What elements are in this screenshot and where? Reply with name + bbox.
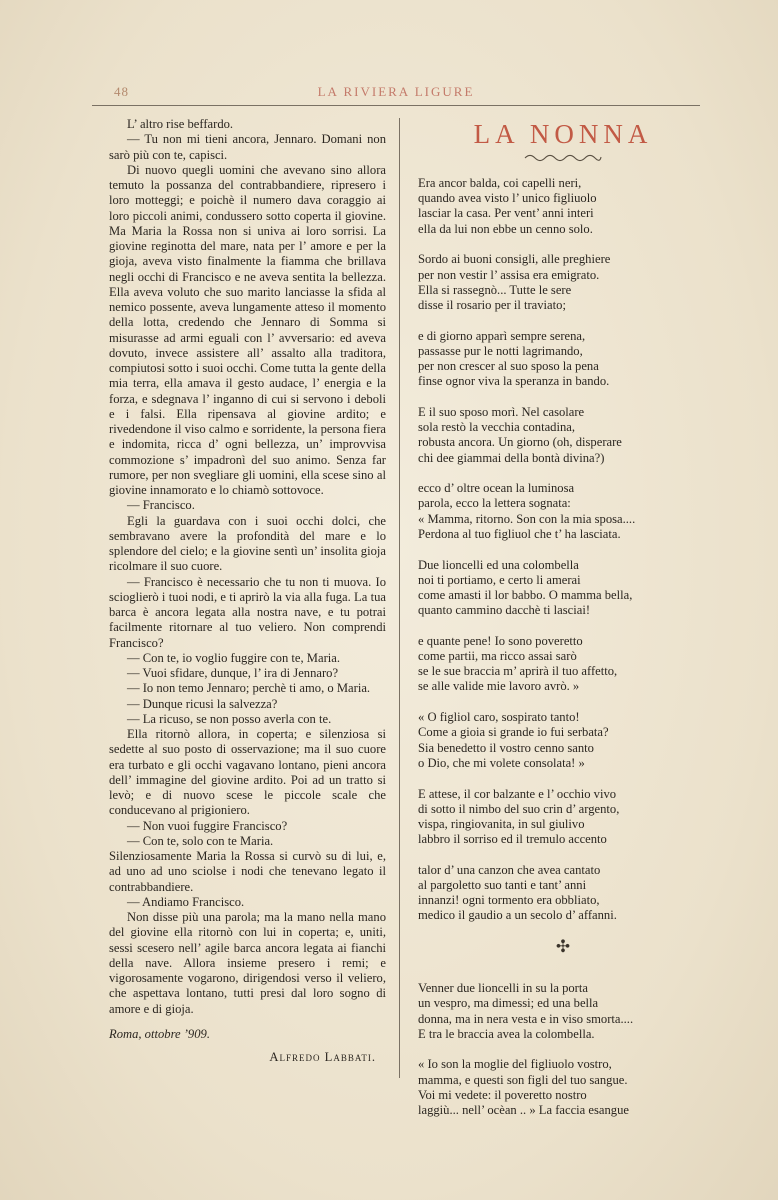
story-paragraph: — Dunque ricusi la salvezza? <box>127 696 278 711</box>
poem-stanza <box>418 981 708 1042</box>
poem-line: per non vestir l’ assisa era emigrato. <box>418 267 600 282</box>
poem-column <box>418 118 708 1134</box>
poem-line: E attese, il cor balzante e l’ occhio vivo <box>418 786 617 801</box>
story-paragraph: — Francisco è necessario che tu non ti muova. Io scioglierò i tuoi nodi, e ti aprirò la via alla fuga. La tua barca è ancora legata alla nostra nave, e tu potrai facilmente ritornare al tuo veliero. Non comprendi Francisco? <box>109 574 386 650</box>
poem-line: donna, ma in nera vesta e in viso smorta.... <box>418 1011 634 1026</box>
poem-stanza <box>418 405 708 466</box>
story-paragraph: Egli la guardava con i suoi occhi dolci, che sembravano avere la profondità del mare e lo splendore del cielo; e la giovine sentì un’ insolita gioja ricolmare il suo cuore. <box>109 513 386 574</box>
story-paragraph: — Vuoi sfidare, dunque, l’ ira di Jennaro? <box>127 666 339 680</box>
story-paragraph: Ella ritornò allora, in coperta; e silenziosa si sedette al suo posto di osservazione; ma il suo cuore era turbato e gli occhi vagavano lontano, pieni ancora dell’ immagine del giovine ardito. Poi ad un tratto si levò; e di nuovo scese le piccole scale che conducevano al prigioniero. <box>109 727 386 818</box>
poem-line: se alle valide mie lavoro avrò. » <box>418 679 580 694</box>
title-flourish-icon <box>523 152 603 162</box>
poem-line: un vespro, ma dimessi; ed una bella <box>418 996 599 1011</box>
poem-line: come amasti il lor babbo. O mamma bella, <box>418 587 633 602</box>
poem-stanzas-part1 <box>418 176 708 924</box>
poem-line: chi dee giammai della bontà divina?) <box>418 450 605 465</box>
poem-line: disse il rosario per il traviato; <box>418 297 566 312</box>
poem-line: passasse pur le notti lagrimando, <box>418 343 583 358</box>
poem-line: e quante pene! Io sono poveretto <box>418 633 583 648</box>
story-paragraph: Di nuovo quegli uomini che avevano sino allora temuto la possanza del contrabbandiere, ripresero i loro motteggi; e poichè il numero dava coraggio ai loro piccoli animi, condussero sotto coperta il giovine. Ma Maria la Rossa non si univa ai loro sorrisi. La giovine reginotta del mare, nata per l’ amore e per la gioja, aveva visto finalmente la fiamma che brillava negli occhi di Francisco e ne aveva sentita la bellezza. Ella aveva voluto che suo marito lanciasse la sfida al nemico possente, aveva lungamente atteso il momento della lotta, credendo che Jennaro di Somma si misurasse ad armi eguali con l’ avversario: ed aveva dovuto, invece assistere all’ assalto alla traditora, compiutosi sotto i suoi occhi. Come tutta la gente della mia terra, ella amava il gesto audace, l’ energia e la forza, e sdegnava l’ inganno di cui si servono i deboli e i falsi. Ella ripensava al giovine ardito; e rivedendone il viso calmo e sorridente, la persona fiera e indomita, ricca d’ ogni bellezza, un’ improvvisa commozione s’ impadronì del suo animo. Senza far rumore, per non svegliare gli uomini, ella scese sino al giovine innamorato e lo chiamò sottovoce. <box>109 162 387 497</box>
poem-line: laggiù... nell’ ocèan .. » La faccia esangue <box>418 1103 629 1118</box>
poem-line: Ella si rassegnò... Tutte le sere <box>418 282 572 297</box>
poem-line: come partii, ma ricco assai sarò <box>418 649 577 664</box>
story-paragraph: — Francisco. <box>127 498 195 513</box>
poem-line: labbro il sorriso ed il tremulo accento <box>418 832 607 847</box>
column-rule <box>399 118 400 1078</box>
poem-line: ecco d’ oltre ocean la luminosa <box>418 481 575 496</box>
story-paragraph: — Tu non mi tieni ancora, Jennaro. Domani non sarò più con te, capisci. <box>109 132 386 162</box>
poem-line: « Mamma, ritorno. Son con la mia sposa.... <box>418 511 636 526</box>
poem-stanza <box>418 176 708 237</box>
page-number: 48 <box>114 84 129 99</box>
poem-line: per non crescer al suo sposo la pena <box>418 359 599 374</box>
story-paragraph: L’ altro rise beffardo. <box>127 117 234 131</box>
poem-stanza <box>418 329 708 390</box>
poem-line: ella da lui non ebbe un cenno solo. <box>418 221 593 236</box>
poem-line: Sia benedetto il vostro cenno santo <box>418 740 594 755</box>
poem-line: Venner due lioncelli in su la porta <box>418 981 588 996</box>
story-paragraph: Non disse più una parola; ma la mano nella mano del giovine ella ritornò con lui in coperta; e, uniti, sessi scesero nell’ agile barca ancora legata ai fianchi della nave. Allora insieme presero i remi; e vigorosamente vogarono, dirigendosi verso il veliero, che aspettava lontano, tutti presi dal loro sogno di amore e di gioja. <box>109 910 386 1016</box>
story-paragraph: — La ricuso, se non posso averla con te. <box>127 711 332 726</box>
poem-line: Perdona al tuo figliuol che t’ ha lasciata. <box>418 526 621 541</box>
poem-line: se le sue braccia m’ aprirà il tuo affetto, <box>418 664 618 679</box>
story-paragraph: Silenziosamente Maria la Rossa si curvò su di lui, e, ad uno ad uno sciolse i nodi che tenevano legato il contrabbandiere. <box>109 849 386 894</box>
story-paragraph: — Con te, io voglio fuggire con te, Maria. <box>127 650 340 665</box>
poem-line: finse ognor viva la speranza in bando. <box>418 374 610 389</box>
poem-line: lasciar la casa. Per vent’ anni interi <box>418 206 594 221</box>
poem-line: E tra le braccia avea la colombella. <box>418 1026 595 1041</box>
poem-line: « O figliol caro, sospirato tanto! <box>418 710 580 725</box>
story-paragraph: — Andiamo Francisco. <box>127 894 245 909</box>
story-paragraph: — Non vuoi fuggire Francisco? <box>127 818 288 833</box>
poem-line: Sordo ai buoni consigli, alle preghiere <box>418 252 611 267</box>
ornament-icon: ✣ <box>555 937 571 957</box>
poem-line: Voi mi vedete: il poveretto nostro <box>418 1087 587 1102</box>
poem-body <box>418 176 708 1118</box>
poem-line: sola restò la vecchia contadina, <box>418 420 576 435</box>
poem-line: Come a gioia si grande io fui serbata? <box>418 725 609 740</box>
poem-stanza <box>418 558 708 619</box>
poem-line: talor d’ una canzon che avea cantato <box>418 862 601 877</box>
poem-stanza <box>418 710 708 771</box>
poem-line: noi ti portiamo, e certo li amerai <box>418 572 581 587</box>
poem-line: di sotto il nimbo del suo crin d’ argento, <box>418 801 620 816</box>
story-paragraph: — Con te, solo con te Maria. <box>127 833 274 848</box>
poem-line: mamma, e questi son figli del tuo sangue. <box>418 1072 628 1087</box>
poem-stanzas-part2 <box>418 981 708 1118</box>
poem-line: medico il gaudio a un secolo d’ affanni. <box>418 908 617 923</box>
page-header <box>92 84 700 104</box>
poem-line: quando avea visto l’ unico figliuolo <box>418 191 597 206</box>
poem-stanza <box>418 787 708 848</box>
poem-stanza <box>418 481 708 542</box>
poem-title: LA NONNA <box>473 119 653 149</box>
poem-line: vispa, ringiovanita, in sul giulivo <box>418 816 585 831</box>
poem-stanza <box>418 1057 708 1118</box>
dateline: Roma, ottobre ’909. <box>109 1026 210 1041</box>
poem-line: E il suo sposo morì. Nel casolare <box>418 404 585 419</box>
author-signature: Alfredo Labbati. <box>269 1050 376 1064</box>
poem-line: innanzi! ogni tormento era obbliato, <box>418 893 600 908</box>
poem-stanza <box>418 863 708 924</box>
poem-line: Due lioncelli ed una colombella <box>418 557 579 572</box>
header-rule <box>92 105 700 106</box>
poem-line: e di giorno apparì sempre serena, <box>418 328 586 343</box>
poem-line: al pargoletto suo tanti e tant’ anni <box>418 878 587 893</box>
story-body <box>109 117 386 1017</box>
poem-stanza <box>418 252 708 313</box>
running-head: LA RIVIERA LIGURE <box>317 84 475 99</box>
poem-stanza <box>418 634 708 695</box>
poem-line: o Dio, che mi volete consolata! » <box>418 755 585 770</box>
poem-line: parola, ecco la lettera sognata: <box>418 496 571 511</box>
story-column <box>109 117 386 1065</box>
poem-line: « Io son la moglie del figliuolo vostro, <box>418 1057 612 1072</box>
story-paragraph: — Io non temo Jennaro; perchè ti amo, o Maria. <box>127 681 371 696</box>
poem-line: quanto cammino dacchè ti lasciai! <box>418 603 591 618</box>
poem-line: Era ancor balda, coi capelli neri, <box>418 176 582 190</box>
poem-line: robusta ancora. Un giorno (oh, disperare <box>418 435 622 450</box>
